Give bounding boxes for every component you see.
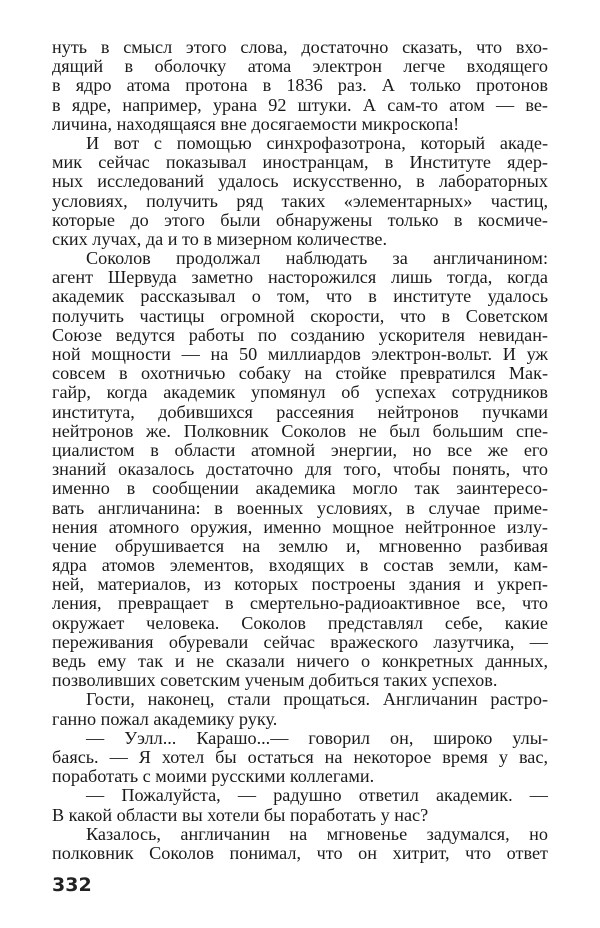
text-line: условиях, получить ряд таких «элементарных» частиц, bbox=[52, 190, 548, 211]
text-line: в ядро атома протона в 1836 раз. А только протонов bbox=[52, 75, 548, 96]
text-line: полковник Соколов понимал, что он хитрит, что ответ bbox=[52, 842, 548, 863]
paragraph bbox=[52, 786, 548, 824]
page-number: 332 bbox=[52, 874, 92, 896]
text-line: личина, находящаяся вне досягаемости микроскопа! bbox=[52, 113, 460, 134]
text-line: именно в сообщении академика могло так заинтересо- bbox=[52, 478, 548, 499]
text-line: нения атомного оружия, именно мощное нейтронное излу- bbox=[52, 516, 548, 537]
text-line: поработать с моими русскими коллегами. bbox=[52, 766, 375, 787]
text-line: совсем в охотничью собаку на стойке превратился Мак- bbox=[52, 363, 548, 384]
text-line: ления, превращает в смертельно-радиоактивное все, что bbox=[52, 593, 548, 614]
text-line: знаний оказалось достаточно для того, чтобы понять, что bbox=[52, 459, 548, 480]
text-line: гайр, когда академик упомянул об успехах сотрудников bbox=[52, 382, 548, 403]
text-line: академик рассказывал о том, что в институте удалось bbox=[52, 286, 548, 307]
page-body-text bbox=[52, 38, 548, 863]
text-line: переживания обуревали сейчас вражеского лазутчика, — bbox=[52, 631, 548, 652]
paragraph bbox=[52, 249, 548, 690]
text-line: ной мощности — на 50 миллиардов электрон-вольт. И уж bbox=[52, 344, 548, 364]
text-line: окружает человека. Соколов представлял себе, какие bbox=[52, 612, 548, 633]
paragraph bbox=[52, 729, 548, 787]
text-line: в ядре, например, урана 92 штуки. А сам-то атом — ве- bbox=[52, 94, 548, 115]
text-line: Союзе ведутся работы по созданию ускорителя невидан- bbox=[52, 324, 548, 345]
text-line: И вот с помощью синхрофазотрона, который акаде- bbox=[86, 132, 548, 153]
text-line: ских лучах, да и то в мизерном количестве. bbox=[52, 228, 387, 249]
paragraph bbox=[52, 38, 548, 134]
text-line: ганно пожал академику руку. bbox=[52, 708, 278, 729]
text-line: — Пожалуйста, — радушно ответил академик. — bbox=[86, 785, 548, 806]
text-line: мик сейчас показывал иностранцам, в Институте ядер- bbox=[52, 152, 548, 173]
text-line: дящий в оболочку атома электрон легче входящего bbox=[52, 56, 548, 77]
text-line: нуть в смысл этого слова, достаточно сказать, что вхо- bbox=[52, 37, 548, 57]
text-line: циалистом в области атомной энергии, но все же его bbox=[52, 439, 548, 460]
text-line: Гости, наконец, стали прощаться. Англичанин растро- bbox=[86, 689, 548, 710]
text-line: позволивших советским ученым добиться таких успехов. bbox=[52, 670, 498, 691]
paragraph bbox=[52, 134, 548, 249]
paragraph bbox=[52, 825, 548, 863]
text-line: нейтронов же. Полковник Соколов не был большим спе- bbox=[52, 420, 548, 441]
text-line: института, добившихся рассеяния нейтронов пучками bbox=[52, 401, 548, 422]
text-line: агент Шервуда заметно насторожился лишь тогда, когда bbox=[52, 267, 548, 288]
text-line: баясь. — Я хотел бы остаться на некоторое время у вас, bbox=[52, 746, 548, 767]
text-line: ведь ему так и не сказали ничего о конкретных данных, bbox=[52, 651, 548, 671]
text-line: получить частицы огромной скорости, что в Советском bbox=[52, 305, 548, 326]
text-line: Казалось, англичанин на мгновенье задумался, но bbox=[86, 823, 548, 844]
text-line: ядра атомов элементов, входящих в состав земли, кам- bbox=[52, 555, 548, 576]
paragraph bbox=[52, 690, 548, 728]
text-line: В какой области вы хотели бы поработать у нас? bbox=[52, 804, 429, 825]
text-line: вать англичанина: в военных условиях, в случае приме- bbox=[52, 497, 548, 518]
text-line: чение обрушивается на землю и, мгновенно разбивая bbox=[52, 535, 548, 556]
text-line: ных исследований удалось искусственно, в лабораторных bbox=[52, 171, 548, 192]
text-line: которые до этого были обнаружены только в космиче- bbox=[52, 209, 548, 230]
text-line: — Уэлл... Карашо...— говорил он, широко улы- bbox=[86, 727, 548, 748]
text-line: Соколов продолжал наблюдать за англичанином: bbox=[86, 248, 548, 269]
text-line: ней, материалов, из которых построены здания и укреп- bbox=[52, 574, 548, 595]
